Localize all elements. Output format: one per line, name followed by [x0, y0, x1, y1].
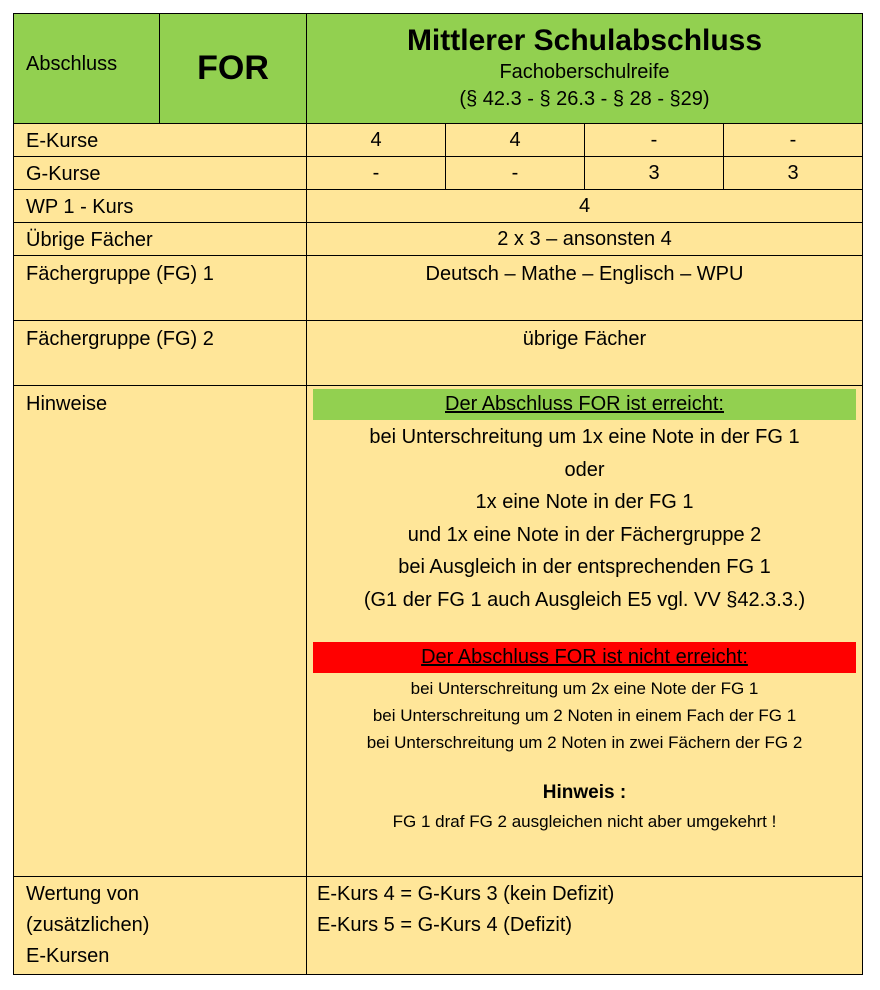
g-kurse-value-1: -: [307, 157, 446, 190]
reached-line-5: bei Ausgleich in der entsprechenden FG 1: [398, 556, 771, 578]
reached-line-6: (G1 der FG 1 auch Ausgleich E5 vgl. VV §42.3.3.): [363, 588, 806, 611]
header-code: FOR: [197, 49, 269, 87]
reached-line-4: und 1x eine Note in der Fächergruppe 2: [407, 523, 762, 546]
g-kurse-value-4: 3: [724, 157, 863, 190]
fg1-value-cell: [307, 256, 863, 321]
uebrige-label-cell: [13, 223, 307, 256]
hinweise-label-cell: [13, 386, 307, 877]
fg1-label: Fächergruppe (FG) 1: [26, 263, 214, 285]
e-kurse-label-cell: [13, 124, 307, 157]
e-kurse-value-3: -: [585, 124, 724, 157]
header-label-cell: [13, 13, 160, 124]
wertung-label-line-2: (zusätzlichen): [26, 914, 150, 936]
wp1-label: WP 1 - Kurs: [26, 196, 134, 218]
e-kurse-value-1: 4: [307, 124, 446, 157]
fg2-label: Fächergruppe (FG) 2: [26, 328, 214, 350]
e-kurse-value-2: 4: [446, 124, 585, 157]
not-reached-line-1: bei Unterschreitung um 2x eine Note der FG 1: [410, 679, 759, 698]
wertung-label-line-1: Wertung von: [26, 883, 140, 905]
g-kurse-label: G-Kurse: [26, 163, 101, 185]
wp1-value: 4: [307, 190, 863, 223]
hinweise-label: Hinweise: [26, 393, 108, 415]
reached-line-3: 1x eine Note in der FG 1: [475, 491, 694, 513]
header-code-cell: [160, 13, 307, 124]
fg2-value-cell: [307, 321, 863, 386]
e-kurse-value-4: -: [724, 124, 863, 157]
header-paragraphs: (§ 42.3 - § 26.3 - § 28 - §29): [459, 88, 710, 110]
uebrige-value: 2 x 3 – ansonsten 4: [307, 223, 863, 256]
header-subtitle: Fachoberschulreife: [499, 61, 670, 83]
g-kurse-value-2: -: [446, 157, 585, 190]
fg2-value: übrige Fächer: [522, 328, 647, 350]
not-reached-banner: Der Abschluss FOR ist nicht erreicht:: [313, 642, 856, 673]
fg1-label-cell: [13, 256, 307, 321]
wertung-line-2: E-Kurs 5 = G-Kurs 4 (Defizit): [317, 914, 573, 936]
header-title-cell: [307, 13, 863, 124]
header-label: Abschluss: [26, 53, 118, 75]
note-title: Hinweis :: [542, 782, 627, 803]
reached-line-1: bei Unterschreitung um 1x eine Note in der FG 1: [369, 426, 800, 448]
wertung-label-cell: [13, 877, 307, 975]
fg1-value: Deutsch – Mathe – Englisch – WPU: [425, 263, 744, 285]
reached-banner: Der Abschluss FOR ist erreicht:: [313, 389, 856, 420]
wertung-content-cell: [307, 877, 863, 975]
wp1-label-cell: [13, 190, 307, 223]
wertung-label-line-3: E-Kursen: [26, 945, 110, 967]
header-title: Mittlerer Schulabschluss: [406, 24, 763, 57]
not-reached-line-2: bei Unterschreitung um 2 Noten in einem Fach der FG 1: [372, 706, 797, 725]
for-requirements-table: [13, 13, 863, 975]
not-reached-line-3: bei Unterschreitung um 2 Noten in zwei Fächern der FG 2: [366, 733, 803, 752]
fg2-label-cell: [13, 321, 307, 386]
hinweise-content-cell: [307, 386, 863, 877]
e-kurse-label: E-Kurse: [26, 130, 99, 152]
uebrige-label: Übrige Fächer: [26, 229, 153, 251]
wertung-line-1: E-Kurs 4 = G-Kurs 3 (kein Defizit): [317, 883, 615, 905]
reached-line-2: oder: [564, 458, 605, 481]
g-kurse-value-3: 3: [585, 157, 724, 190]
g-kurse-label-cell: [13, 157, 307, 190]
note-text: FG 1 draf FG 2 ausgleichen nicht aber umgekehrt !: [392, 812, 777, 831]
